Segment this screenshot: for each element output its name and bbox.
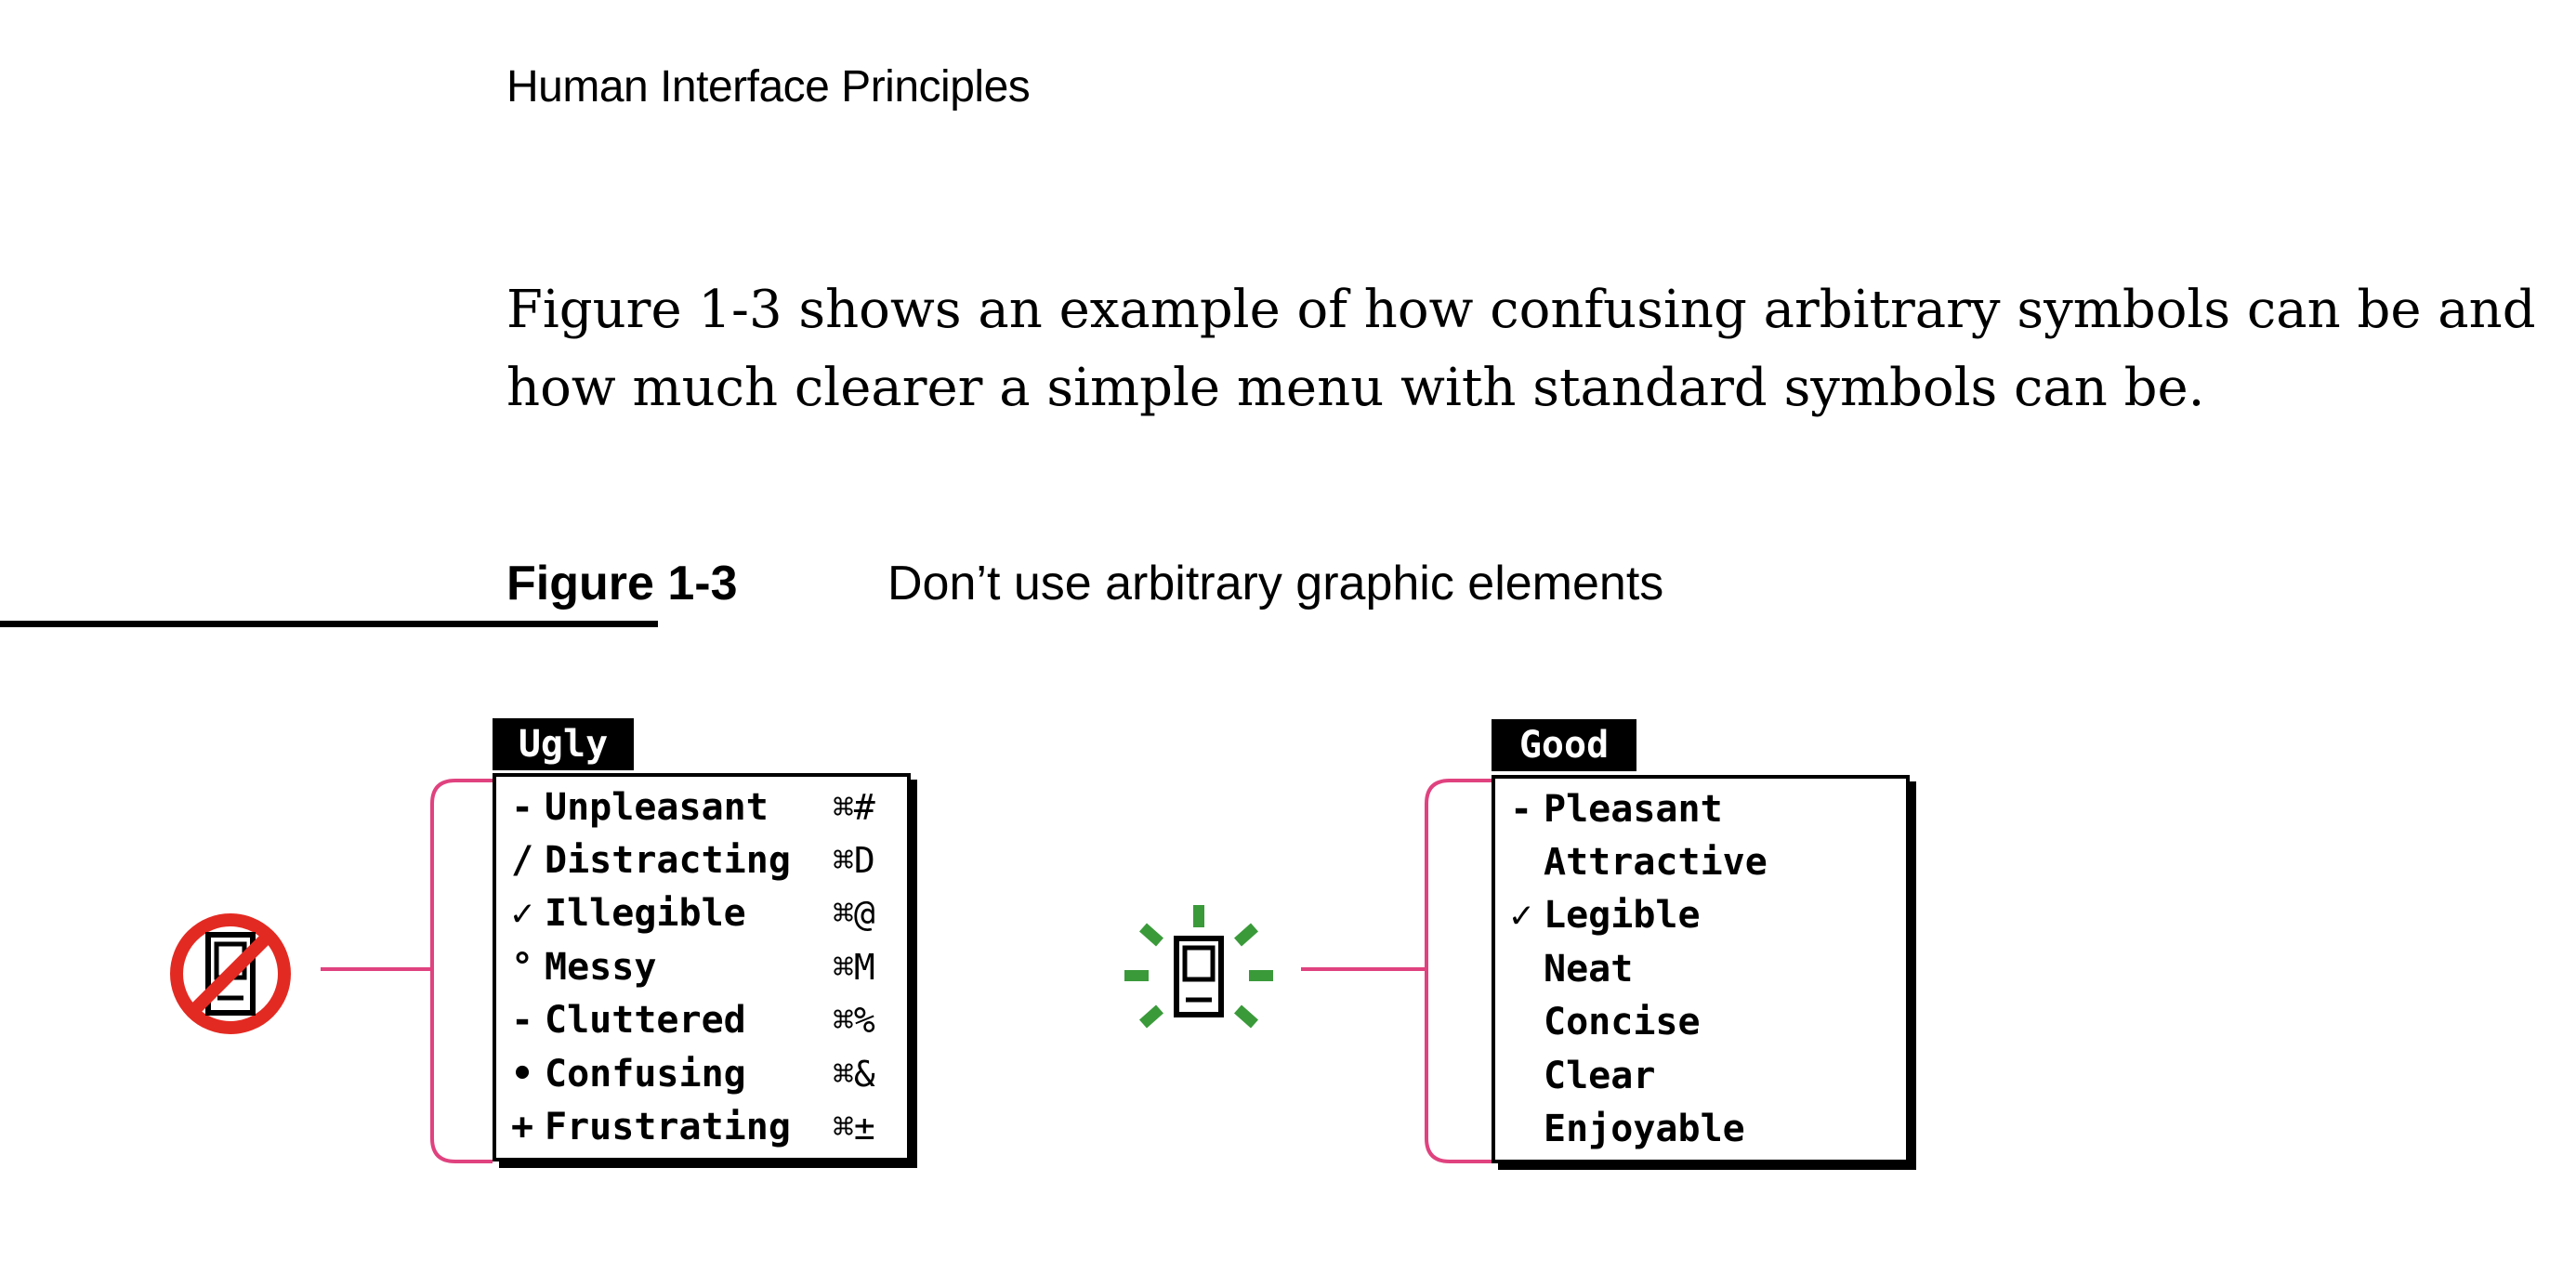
item-shortcut: ⌘% [833,1000,875,1041]
item-label: Frustrating [545,1106,791,1148]
item-label: Attractive [1544,841,1768,884]
ugly-menu-item[interactable] [496,781,907,834]
item-shortcut: ⌘M [833,947,875,988]
item-mark: - [510,999,534,1042]
good-menu-item[interactable] [1495,1102,1906,1156]
body-paragraph [506,271,2536,427]
item-mark: - [510,786,534,829]
item-mark: • [510,1053,534,1096]
item-label: Confusing [545,1053,746,1096]
paragraph-line: Figure 1-3 shows an example of how confusing arbitrary symbols can be and [506,280,2536,340]
ugly-menu-item[interactable] [496,886,907,940]
item-label: Neat [1544,948,1634,991]
good-menu-panel [1492,775,1910,1163]
good-menu-item[interactable] [1495,995,1906,1049]
good-menu-item[interactable] [1495,888,1906,942]
approved-computer-icon [1115,901,1282,1050]
item-label: Legible [1544,894,1701,937]
item-label: Unpleasant [545,786,769,829]
item-shortcut: ⌘@ [833,893,875,934]
ugly-bracket [316,771,502,1171]
item-label: Cluttered [545,999,746,1042]
good-menu-item[interactable] [1495,782,1906,836]
ugly-menu-panel [493,773,911,1161]
figure-label: Figure 1-3 [506,557,738,610]
item-label: Illegible [545,892,746,935]
good-menu-title[interactable]: Good [1492,719,1636,771]
item-label: Enjoyable [1544,1108,1745,1150]
item-label: Messy [545,946,657,989]
item-label: Pleasant [1544,788,1723,831]
item-shortcut: ⌘D [833,840,875,881]
ugly-menu-title[interactable]: Ugly [493,718,634,770]
good-menu-item[interactable] [1495,835,1906,889]
ugly-menu-item[interactable] [496,1100,907,1154]
ugly-menu-item[interactable] [496,1047,907,1101]
item-shortcut: ⌘± [833,1107,875,1148]
item-mark: ✓ [1509,894,1533,937]
item-label: Distracting [545,839,791,882]
item-label: Clear [1544,1055,1656,1097]
item-mark: - [1509,788,1533,831]
item-label: Concise [1544,1001,1701,1043]
running-head: Human Interface Principles [506,62,1031,112]
ugly-menu-item[interactable] [496,993,907,1047]
item-mark: + [510,1106,534,1148]
good-bracket [1296,771,1501,1171]
item-mark: ° [510,946,534,989]
item-mark: ✓ [510,892,534,935]
ugly-menu-item[interactable] [496,940,907,994]
good-menu-item[interactable] [1495,1049,1906,1103]
item-shortcut: ⌘# [833,787,875,828]
prohibited-computer-icon [165,909,296,1039]
ugly-menu-item[interactable] [496,833,907,887]
item-mark: / [510,839,534,882]
good-menu-item[interactable] [1495,942,1906,996]
item-shortcut: ⌘& [833,1054,875,1095]
paragraph-line: how much clearer a simple menu with standard symbols can be. [506,358,2205,418]
figure-rule [0,621,658,627]
figure-caption: Don’t use arbitrary graphic elements [887,557,1664,610]
